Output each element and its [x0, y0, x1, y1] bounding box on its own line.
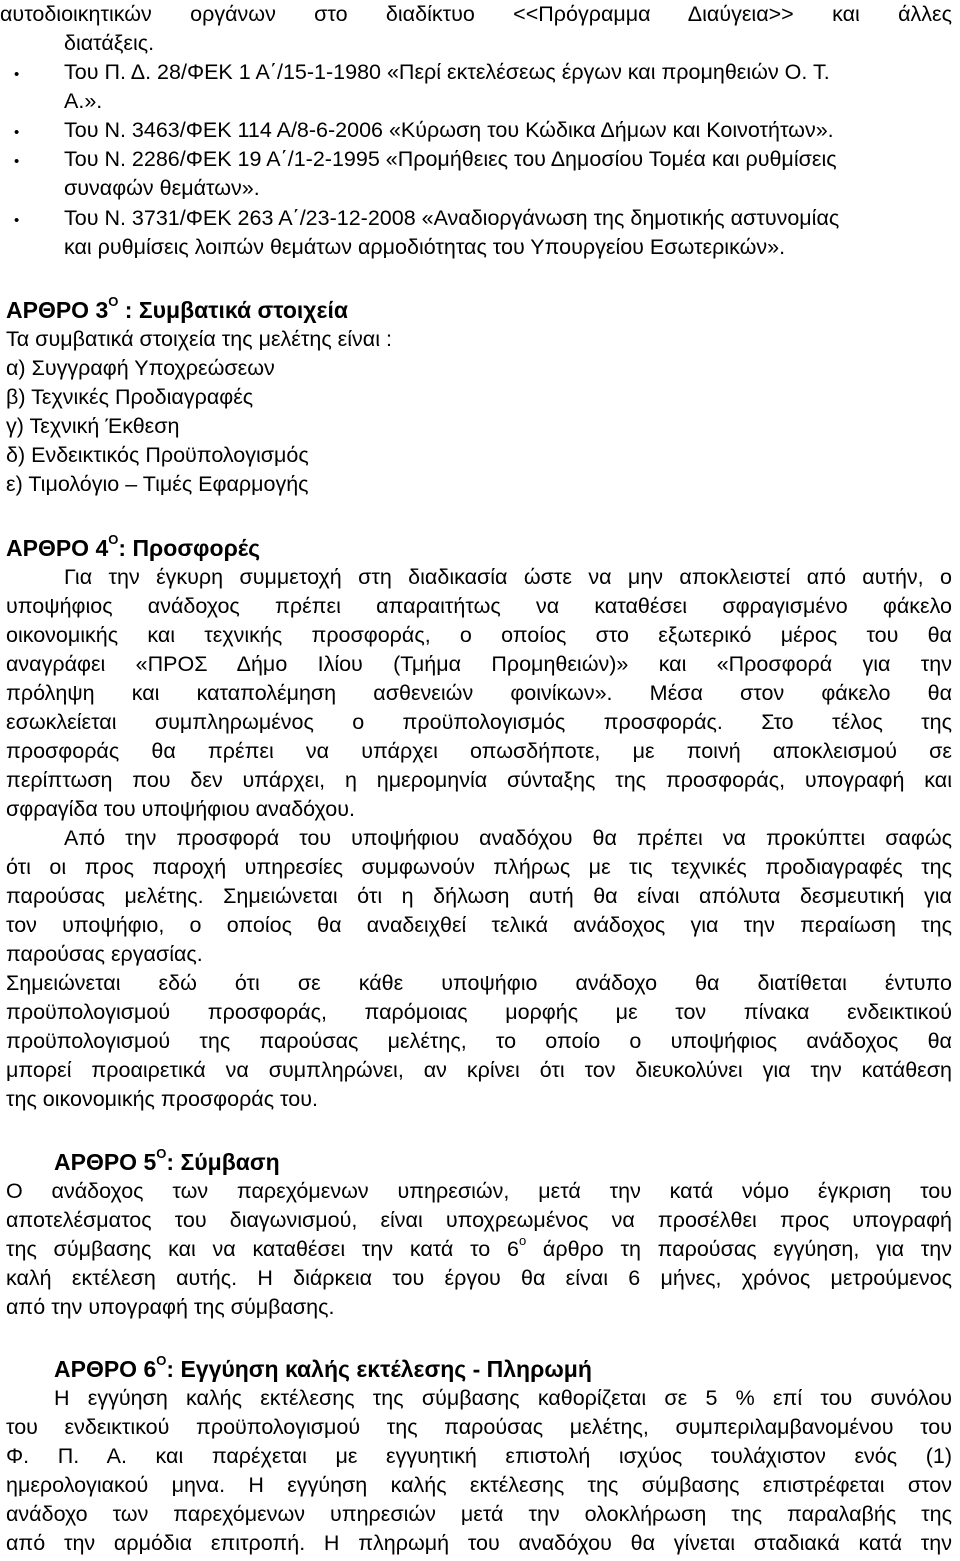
article-4-line: εσωκλείεται συμπληρωμένος ο προϋπολογισμός προσφοράς. Στο τέλος της — [6, 710, 952, 734]
bullet-icon: • — [14, 124, 20, 141]
bullet-item-2-line-1: Του Ν. 3463/ΦΕΚ 114 Α/8-6-2006 «Κύρωση του Κώδικα Δήμων και Κοινοτήτων». — [64, 118, 834, 142]
article-4-line: υποψήφιος ανάδοχος πρέπει απαραιτήτως να καταθέσει σφραγισμένο φάκελο — [6, 594, 952, 618]
continuation-line-1: αυτοδιοικητικών οργάνων στο διαδίκτυο <<Πρόγραμμα Διαύγεια>> και άλλες — [0, 2, 952, 26]
article-4-line: σφραγίδα του υποψήφιου αναδόχου. — [6, 797, 355, 821]
article-5-heading: ΑΡΘΡΟ $5^O$: Σύμβαση — [54, 1146, 280, 1175]
article-4-line: προσφοράς θα πρέπει να υπάρχει οπωσδήποτε, με ποινή αποκλεισμού σε — [6, 739, 952, 763]
article-4-line: μπορεί προαιρετικά να συμπληρώνει, αν κρίνει ότι τον διευκολύνει για την κατάθεση — [6, 1058, 952, 1082]
article-5-line: της σύμβασης και να καταθέσει την κατά το $6^o$ άρθρο τη παρούσας εγγύηση, για την — [6, 1232, 952, 1261]
article-4-line: Από την προσφορά του υποψήφιου αναδόχου θα πρέπει να προκύπτει σαφώς — [64, 826, 952, 850]
bullet-item-3-line-2: συναφών θεμάτων». — [64, 176, 260, 200]
bullet-item-4-line-2: και ρυθμίσεις λοιπών θεμάτων αρμοδιότητας του Υπουργείου Εσωτερικών». — [64, 235, 786, 259]
article-5-line: από την υπογραφή της σύμβασης. — [6, 1295, 335, 1319]
bullet-icon: • — [14, 153, 20, 170]
article-6-line: Φ. Π. Α. και παρέχεται με εγγυητική επιστολή ισχύος τουλάχιστον ενός (1) — [6, 1444, 952, 1468]
article-5-line: Ο ανάδοχος των παρεχόμενων υπηρεσιών, μετά την κατά νόμο έγκριση του — [6, 1179, 952, 1203]
article-5-line: αποτελέσματος του διαγωνισμού, είναι υποχρεωμένος να προσέλθει προς υπογραφή — [6, 1208, 952, 1232]
article-4-line: τον υποψήφιο, ο οποίος θα αναδειχθεί τελικά ανάδοχος για την περαίωση της — [6, 913, 952, 937]
article-4-line: προϋπολογισμού προσφοράς, παρόμοιας μορφής με τον πίνακα ενδεικτικού — [6, 1000, 952, 1024]
article-4-line: αναγράφει «ΠΡΟΣ Δήμο Ιλίου (Τμήμα Προμηθειών)» και «Προσφορά για την — [6, 652, 952, 676]
bullet-icon: • — [14, 66, 20, 83]
list-item: δ) Ενδεικτικός Προϋπολογισμός — [6, 443, 309, 467]
article-4-line: περίπτωση που δεν υπάρχει, η ημερομηνία σύνταξης της προσφοράς, υπογραφή και — [6, 768, 952, 792]
list-item: α) Συγγραφή Υποχρεώσεων — [6, 356, 275, 380]
article-4-line: της οικονομικής προσφοράς του. — [6, 1087, 318, 1111]
article-5-line: καλή εκτέλεση αυτής. Η διάρκεια του έργου θα είναι 6 μήνες, χρόνος μετρούμενος — [6, 1266, 952, 1290]
bullet-item-4-line-1: Του Ν. 3731/ΦΕΚ 263 Α΄/23-12-2008 «Αναδιοργάνωση της δημοτικής αστυνομίας — [64, 206, 840, 230]
article-6-heading: ΑΡΘΡΟ $6^O$: Εγγύηση καλής εκτέλεσης - Πληρωμή — [54, 1353, 592, 1382]
article-4-line: ότι οι προς παροχή υπηρεσίες συμφωνούν πλήρως με τις τεχνικές προδιαγραφές της — [6, 855, 952, 879]
bullet-item-3-line-1: Του Ν. 2286/ΦΕΚ 19 Α΄/1-2-1995 «Προμήθειες του Δημοσίου Τομέα και ρυθμίσεις — [64, 147, 837, 171]
article-4-line: Σημειώνεται εδώ ότι σε κάθε υποψήφιο ανάδοχο θα διατίθεται έντυπο — [6, 971, 952, 995]
article-4-line: παρούσας εργασίας. — [6, 942, 203, 966]
article-3-heading: ΑΡΘΡΟ $3^O$ : Συμβατικά στοιχεία — [6, 294, 348, 323]
continuation-line-2: διατάξεις. — [64, 31, 155, 55]
list-item: β) Τεχνικές Προδιαγραφές — [6, 385, 254, 409]
article-6-line: ημερολογιακού μηνα. Η εγγύηση καλής εκτέλεσης της σύμβασης επιστρέφεται στον — [6, 1473, 952, 1497]
bullet-item-1-line-2: Α.». — [64, 89, 103, 113]
article-4-heading: ΑΡΘΡΟ $4^O$: Προσφορές — [6, 532, 261, 561]
bullet-item-1-line-1: Του Π. Δ. 28/ΦΕΚ 1 Α΄/15-1-1980 «Περί εκτελέσεως έργων και προμηθειών Ο. Τ. — [64, 60, 830, 84]
article-6-line: του ενδεικτικού προϋπολογισμού της παρούσας μελέτης, συμπεριλαμβανομένου του — [6, 1415, 952, 1439]
article-6-line: Η εγγύηση καλής εκτέλεσης της σύμβασης καθορίζεται σε 5 % επί του συνόλου — [54, 1386, 952, 1410]
article-4-line: οικονομικής και τεχνικής προσφοράς, ο οποίος στο εξωτερικό μέρος του θα — [6, 623, 952, 647]
article-6-line: ανάδοχο των παρεχόμενων υπηρεσιών μετά την ολοκλήρωση της παραλαβής της — [6, 1502, 952, 1526]
bullet-icon: • — [14, 212, 20, 229]
article-4-line: Για την έγκυρη συμμετοχή στη διαδικασία ώστε να μην αποκλειστεί από αυτήν, ο — [64, 565, 952, 589]
list-item: ε) Τιμολόγιο – Τιμές Εφαρμογής — [6, 472, 309, 496]
article-3-intro: Τα συμβατικά στοιχεία της μελέτης είναι : — [6, 327, 392, 351]
article-4-line: πρόληψη και καταπολέμηση ασθενειών φοινίκων». Μέσα στον φάκελο θα — [6, 681, 952, 705]
article-4-line: παρούσας μελέτης. Σημειώνεται ότι η δήλωση αυτή θα είναι απόλυτα δεσμευτική για — [6, 884, 952, 908]
article-6-line: από την αρμόδια επιτροπή. Η πληρωμή του αναδόχου θα γίνεται σταδιακά κατά την — [6, 1531, 952, 1555]
list-item: γ) Τεχνική Έκθεση — [6, 414, 180, 438]
article-4-line: προϋπολογισμού της παρούσας μελέτης, το οποίο ο υποψήφιος ανάδοχος θα — [6, 1029, 952, 1053]
